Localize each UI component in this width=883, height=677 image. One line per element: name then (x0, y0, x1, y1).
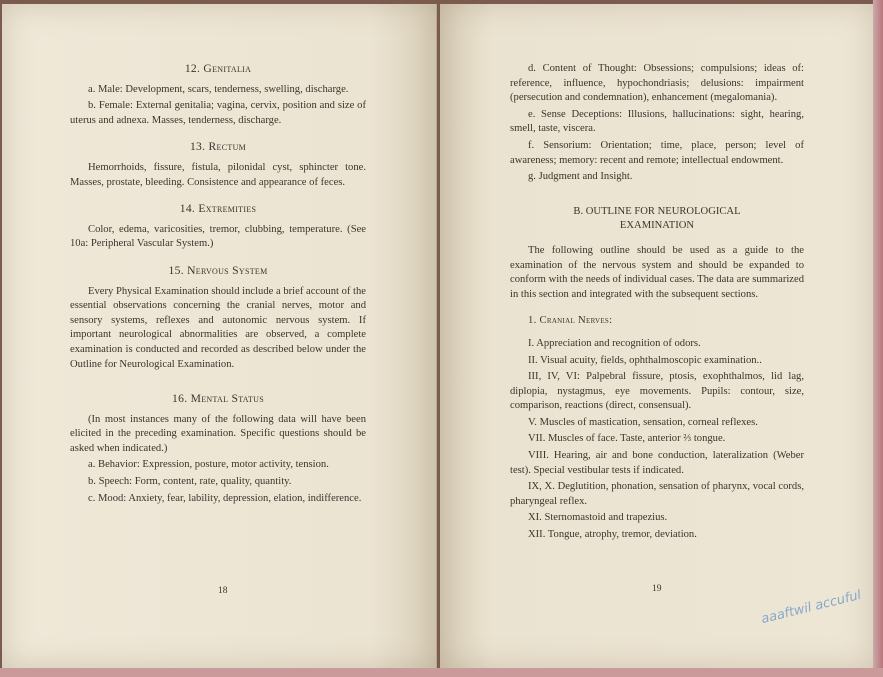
paragraph: Every Physical Examination should include a brief account of the essential observations concerning the cranial nerves, motor and sensory systems, reflexes and autonomic nervous system. If important neurological abnormalities are observed, a complete examination is conducted and recorded as described below under the Outline for Neurological Examination. (70, 285, 367, 370)
list-item: VIII. Hearing, air and bone conduction, lateralization (Weber test). Special vestibular tests if indicated. (510, 450, 804, 476)
list-item: II. Visual acuity, fields, ophthalmoscopic examination.. (528, 354, 762, 366)
paragraph: The following outline should be used as a guide to the examination of the nervous system and should be expanded to conform with the needs of individual cases. The data are summarized in this section and integrated with the subsequent sections. (510, 244, 804, 300)
paragraph: b. Female: External genitalia; vagina, cervix, position and size of uterus and adnexa. Masses, tenderness, discharge. (70, 100, 366, 126)
list-item: XI. Sternomastoid and trapezius. (528, 512, 668, 524)
list-item: IX, X. Deglutition, phonation, sensation of pharynx, vocal cords, pharyngeal reflex. (510, 481, 804, 507)
left-page-content (70, 62, 366, 508)
paragraph: a. Male: Development, scars, tenderness, swelling, discharge. (88, 83, 349, 95)
page-number: 19 (652, 584, 662, 594)
list-item: VII. Muscles of face. Taste, anterior ⅔ tongue. (528, 433, 726, 445)
paragraph: g. Judgment and Insight. (528, 171, 633, 183)
list-item: XII. Tongue, atrophy, tremor, deviation. (528, 529, 697, 541)
book-cover-edge (0, 668, 883, 677)
section-title: 15. Nervous System (168, 263, 268, 277)
paragraph: d. Content of Thought: Obsessions; compulsions; ideas of: reference, influence, hypochondriasis; delusions: impairment (persecution and condemnation), enhancement (megalomania). (510, 63, 804, 104)
section-title: 13. Rectum (189, 140, 247, 154)
paragraph: Hemorrhoids, fissure, fistula, pilonidal cyst, sphincter tone. Masses, prostate, bleeding. Consistence and appearance of feces. (70, 161, 366, 188)
right-page-content (510, 62, 804, 545)
paragraph: Color, edema, varicosities, tremor, clubbing, temperature. (See 10a: Peripheral Vascular System.) (70, 223, 366, 250)
page-number: 18 (218, 586, 228, 596)
handwritten-note: aaaftwil accuful (759, 587, 863, 628)
list-item: V. Muscles of mastication, sensation, corneal reflexes. (528, 416, 758, 428)
paragraph: f. Sensorium: Orientation; time, place, person; level of awareness; memory: recent and remote; intellectual endowment. (510, 139, 804, 166)
paragraph: b. Speech: Form, content, rate, quality, quantity. (88, 476, 292, 488)
list-item: III, IV, VI: Palpebral fissure, ptosis, exophthalmos, lid lag, diplopia, nystagmus, eye movements. Pupils: contour, size, comparison, reactions (direct, consensual). (510, 371, 804, 412)
paragraph: a. Behavior: Expression, posture, motor activity, tension. (88, 459, 329, 471)
right-page (440, 4, 873, 668)
section-title: 14. Extremities (179, 202, 257, 216)
section-heading: B. OUTLINE FOR NEUROLOGICAL EXAMINATION (573, 205, 741, 232)
paragraph: (In most instances many of the following data will have been elicited in the preceding examination. Specific questions should be asked when indicated.) (70, 413, 366, 454)
paragraph: e. Sense Deceptions: Illusions, hallucinations: sight, hearing, smell, taste, viscera. (510, 108, 804, 135)
section-title: 16. Mental Status (172, 392, 264, 406)
section-title: 12. Genitalia (184, 62, 252, 75)
page-edge (873, 0, 883, 677)
left-page (2, 4, 437, 668)
list-item: I. Appreciation and recognition of odors. (528, 337, 701, 349)
paragraph: c. Mood: Anxiety, fear, lability, depression, elation, indifference. (88, 492, 362, 504)
subheading: 1. Cranial Nerves: (528, 315, 613, 327)
